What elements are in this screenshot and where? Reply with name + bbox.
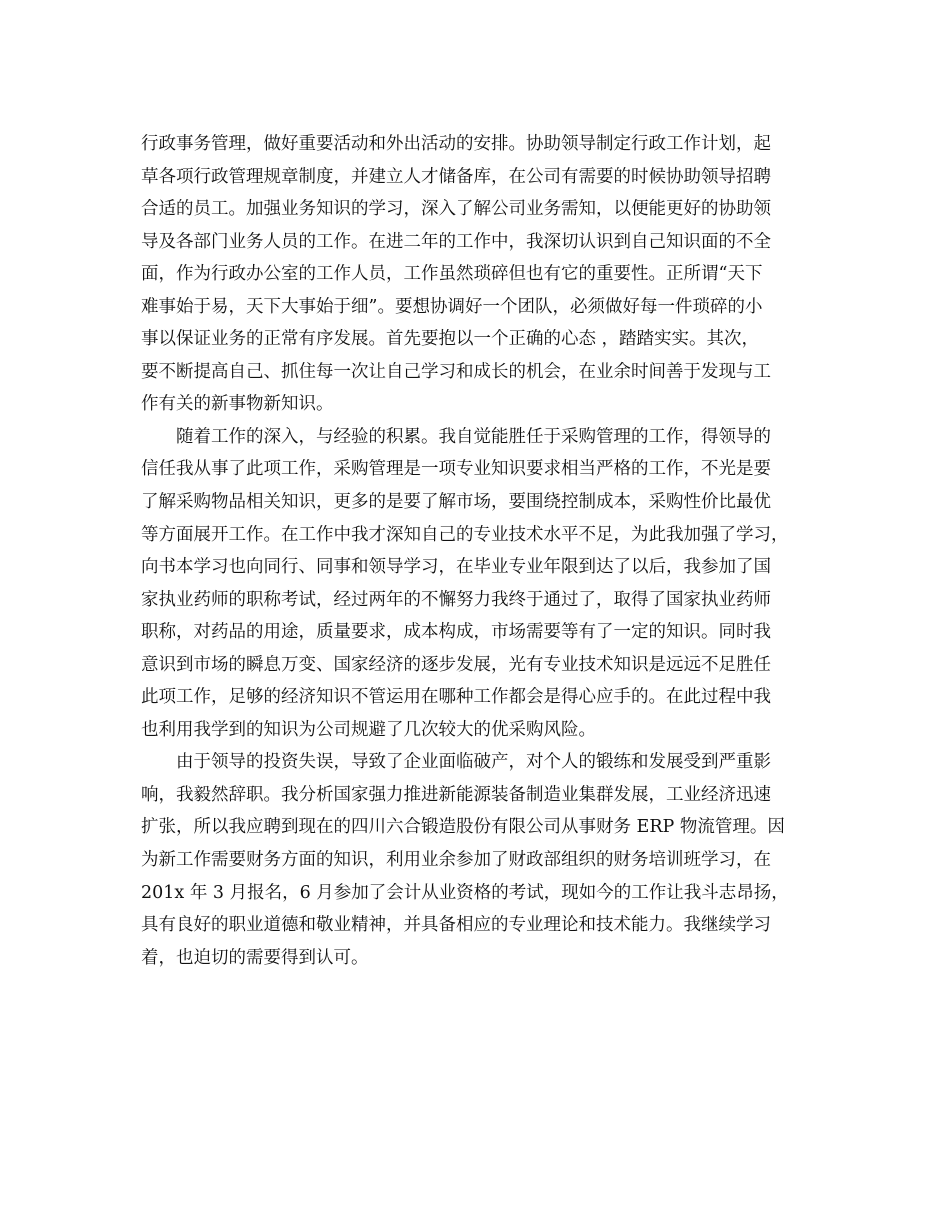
text-line: 事以保证业务的正常有序发展。首先要抱以一个正确的心态 ，踏踏实实。其次， <box>141 329 760 350</box>
text-line: 意识到市场的瞬息万变、国家经济的逐步发展，光有专业技术知识是远远不足胜任 <box>141 654 771 675</box>
text-line: 合适的员工。加强业务知识的学习，深入了解公司业务需知，以便能更好的协助领 <box>141 199 771 220</box>
text-line: 导及各部门业务人员的工作。在进二年的工作中，我深切认识到自己知识面的不全 <box>141 231 771 252</box>
text-line: 扩张，所以我应聘到现在的四川六合锻造股份有限公司从事财务 ERP 物流管理。因 <box>141 817 785 838</box>
body-text <box>141 128 821 974</box>
text-line: 要不断提高自己、抓住每一次让自己学习和成长的机会，在业余时间善于发现与工 <box>141 361 771 382</box>
text-line: 由于领导的投资失误，导致了企业面临破产，对个人的锻练和发展受到严重影 <box>176 752 771 773</box>
text-line: 此项工作，足够的经济知识不管运用在哪种工作都会是得心应手的。在此过程中我 <box>141 687 771 708</box>
text-line: 也利用我学到的知识为公司规避了几次较大的优采购风险。 <box>141 719 596 740</box>
text-line: 作有关的新事物新知识。 <box>141 394 334 415</box>
text-line: 信任我从事了此项工作，采购管理是一项专业知识要求相当严格的工作，不光是要 <box>141 459 771 480</box>
text-line: 面，作为行政办公室的工作人员，工作虽然琐碎但也有它的重要性。正所谓“天下 <box>141 264 763 285</box>
text-line: 着，也迫切的需要得到认可。 <box>141 947 369 968</box>
text-line: 响，我毅然辞职。我分析国家强力推进新能源装备制造业集群发展，工业经济迅速 <box>141 784 771 805</box>
text-line: 草各项行政管理规章制度，并建立人才储备库，在公司有需要的时候协助领导招聘 <box>141 166 771 187</box>
text-line: 职称，对药品的用途，质量要求，成本构成，市场需要等有了一定的知识。同时我 <box>141 622 771 643</box>
text-line: 等方面展开工作。在工作中我才深知自己的专业技术水平不足，为此我加强了学习， <box>141 524 789 545</box>
text-line: 行政事务管理，做好重要活动和外出活动的安排。协助领导制定行政工作计划，起 <box>141 134 771 154</box>
text-line: 随着工作的深入，与经验的积累。我自觉能胜任于采购管理的工作，得领导的 <box>176 426 771 447</box>
text-line: 了解采购物品相关知识，更多的是要了解市场，要围绕控制成本，采购性价比最优 <box>141 492 771 513</box>
text-line: 家执业药师的职称考试，经过两年的不懈努力我终于通过了，取得了国家执业药师 <box>141 589 771 610</box>
text-line: 为新工作需要财务方面的知识，利用业余参加了财政部组织的财务培训班学习，在 <box>141 850 771 871</box>
text-line: 难事始于易，天下大事始于细”。要想协调好一个团队，必须做好每一件琐碎的小 <box>141 296 763 317</box>
text-line: 向书本学习也向同行、同事和领导学习，在毕业专业年限到达了以后，我参加了国 <box>141 557 771 578</box>
text-line: 201x 年 3 月报名，6 月参加了会计从业资格的考试，现如今的工作让我斗志昂扬， <box>141 882 789 903</box>
text-line: 具有良好的职业道德和敬业精神，并具备相应的专业理论和技术能力。我继续学习 <box>141 915 771 936</box>
